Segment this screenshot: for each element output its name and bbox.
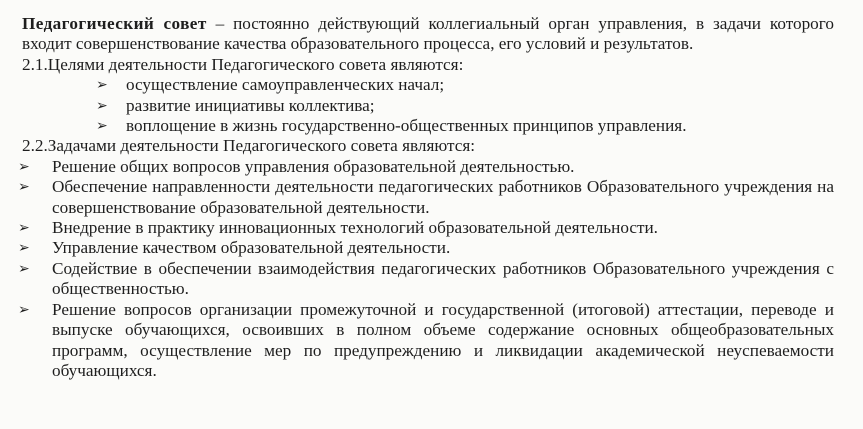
list-item bbox=[18, 156, 834, 177]
list-item bbox=[22, 75, 834, 95]
intro-term: Педагогический совет bbox=[22, 14, 207, 33]
section-2-heading: 2.2.Задачами деятельности Педагогического совета являются: bbox=[22, 136, 476, 156]
list-item bbox=[18, 258, 834, 300]
document-page bbox=[18, 14, 834, 381]
arrowhead-bullet-icon: ➢ bbox=[18, 158, 30, 175]
list-item bbox=[18, 218, 834, 238]
arrowhead-bullet-icon: ➢ bbox=[18, 301, 30, 318]
arrowhead-bullet-icon: ➢ bbox=[18, 220, 30, 237]
list-item-text: развитие инициативы коллектива; bbox=[126, 95, 375, 115]
arrowhead-bullet-icon: ➢ bbox=[18, 260, 30, 277]
list-item-text: воплощение в жизнь государственно-общественных принципов управления. bbox=[126, 116, 687, 136]
arrowhead-bullet-icon: ➢ bbox=[18, 179, 30, 196]
section-1-heading: 2.1.Целями деятельности Педагогического совета являются: bbox=[22, 54, 464, 74]
list-item-text: Обеспечение направленности деятельности педагогических работников Образовательного учреждения на совершенствование образовательной деятельности. bbox=[52, 177, 834, 217]
list-item bbox=[22, 116, 834, 136]
list-item bbox=[22, 96, 834, 116]
list-item-text: осуществление самоуправленческих начал; bbox=[126, 75, 445, 95]
list-item-text: Решение общих вопросов управления образовательной деятельностью. bbox=[52, 156, 575, 176]
list-item bbox=[18, 299, 834, 382]
arrowhead-bullet-icon: ➢ bbox=[18, 240, 30, 257]
arrowhead-bullet-icon: ➢ bbox=[96, 118, 108, 135]
list-item bbox=[18, 177, 834, 218]
arrowhead-bullet-icon: ➢ bbox=[96, 77, 108, 94]
list-item-text: Содействие в обеспечении взаимодействия педагогических работников Образовательного учреждения с общественностью. bbox=[52, 258, 834, 299]
list-item-text: Внедрение в практику инновационных технологий образовательной деятельности. bbox=[52, 218, 658, 238]
intro-text: постоянно действующий коллегиальный орган управления, в задачи которого входит совершенствование качества образовательного процесса, его условий и результатов. bbox=[22, 14, 834, 54]
list-item bbox=[18, 238, 834, 258]
section-2-list bbox=[18, 156, 834, 381]
intro-dash: – bbox=[206, 14, 234, 33]
intro-paragraph bbox=[22, 14, 834, 55]
section-1-list bbox=[22, 75, 834, 136]
list-item-text: Управление качеством образовательной деятельности. bbox=[52, 238, 451, 258]
arrowhead-bullet-icon: ➢ bbox=[96, 97, 108, 114]
list-item-text: Решение вопросов организации промежуточной и государственной (итоговой) аттестации, переводе и выпуске обучающихся, освоивших в полном объеме содержание основных общеобразовательных программ, осуществление мер по предупреждению и ликвидации академической неуспеваемости обучающихся. bbox=[52, 299, 834, 380]
